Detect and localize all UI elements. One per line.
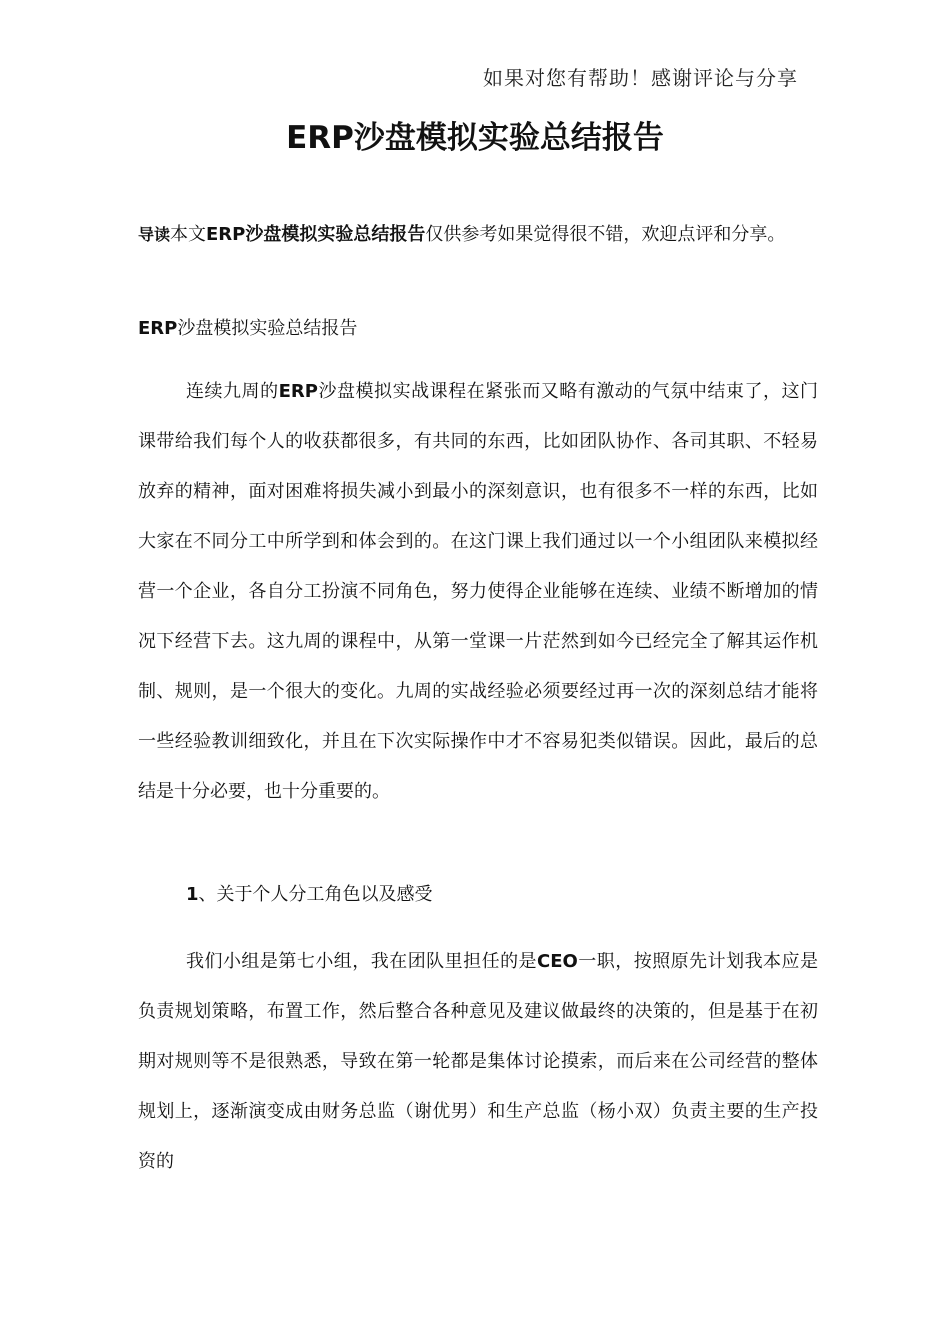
body-paragraph-1 — [138, 367, 818, 817]
paragraph-1-before: 连续九周的 — [186, 381, 279, 402]
page-title: ERP沙盘模拟实验总结报告 — [286, 120, 664, 156]
document-subtitle — [138, 314, 357, 344]
header-note: 如果对您有帮助！感谢评论与分享 — [483, 66, 798, 90]
paragraph-2-after: 一职，按照原先计划我本应是负责规划策略，布置工作，然后整合各种意见及建议做最终的决策的，但是基于在初期对规则等不是很熟悉，导致在第一轮都是集体讨论摸索，而后来在公司经营的整体规划上，逐渐演变成由财务总监（谢优男）和生产总监（杨小双）负责主要的生产投资的 — [138, 951, 818, 1172]
subtitle-acronym: ERP — [138, 318, 178, 339]
subtitle-text: 沙盘模拟实验总结报告 — [177, 318, 358, 339]
body-paragraph-2 — [138, 937, 818, 1187]
paragraph-1-acronym: ERP — [278, 381, 318, 402]
intro-lead-bold: ERP沙盘模拟实验总结报告 — [206, 224, 426, 245]
section-heading-number: 1 — [186, 884, 199, 905]
intro-lead-tag: 导读 — [138, 225, 171, 244]
intro-lead-mid: 本文 — [170, 224, 207, 245]
paragraph-2-acronym: CEO — [537, 951, 578, 972]
intro-lead-rest: 仅供参考如果觉得很不错，欢迎点评和分享。 — [425, 224, 786, 245]
paragraph-2-before: 我们小组是第七小组，我在团队里担任的是 — [186, 951, 538, 972]
section-heading-text: 、关于个人分工角色以及感受 — [198, 884, 433, 905]
paragraph-1-after: 沙盘模拟实战课程在紧张而又略有激动的气氛中结束了，这门课带给我们每个人的收获都很多，有共同的东西，比如团队协作、各司其职、不轻易放弃的精神，面对困难将损失减小到最小的深刻意识，也有很多不一样的东西，比如大家在不同分工中所学到和体会到的。在这门课上我们通过以一个小组团队来模拟经营一个企业，各自分工扮演不同角色，努力使得企业能够在连续、业绩不断增加的情况下经营下去。这九周的课程中，从第一堂课一片茫然到如今已经完全了解其运作机制、规则，是一个很大的变化。九周的实战经验必须要经过再一次的深刻总结才能将一些经验教训细致化，并且在下次实际操作中才不容易犯类似错误。因此，最后的总结是十分必要，也十分重要的。 — [138, 381, 819, 802]
section-heading-1 — [186, 880, 433, 910]
intro-paragraph — [138, 210, 818, 259]
